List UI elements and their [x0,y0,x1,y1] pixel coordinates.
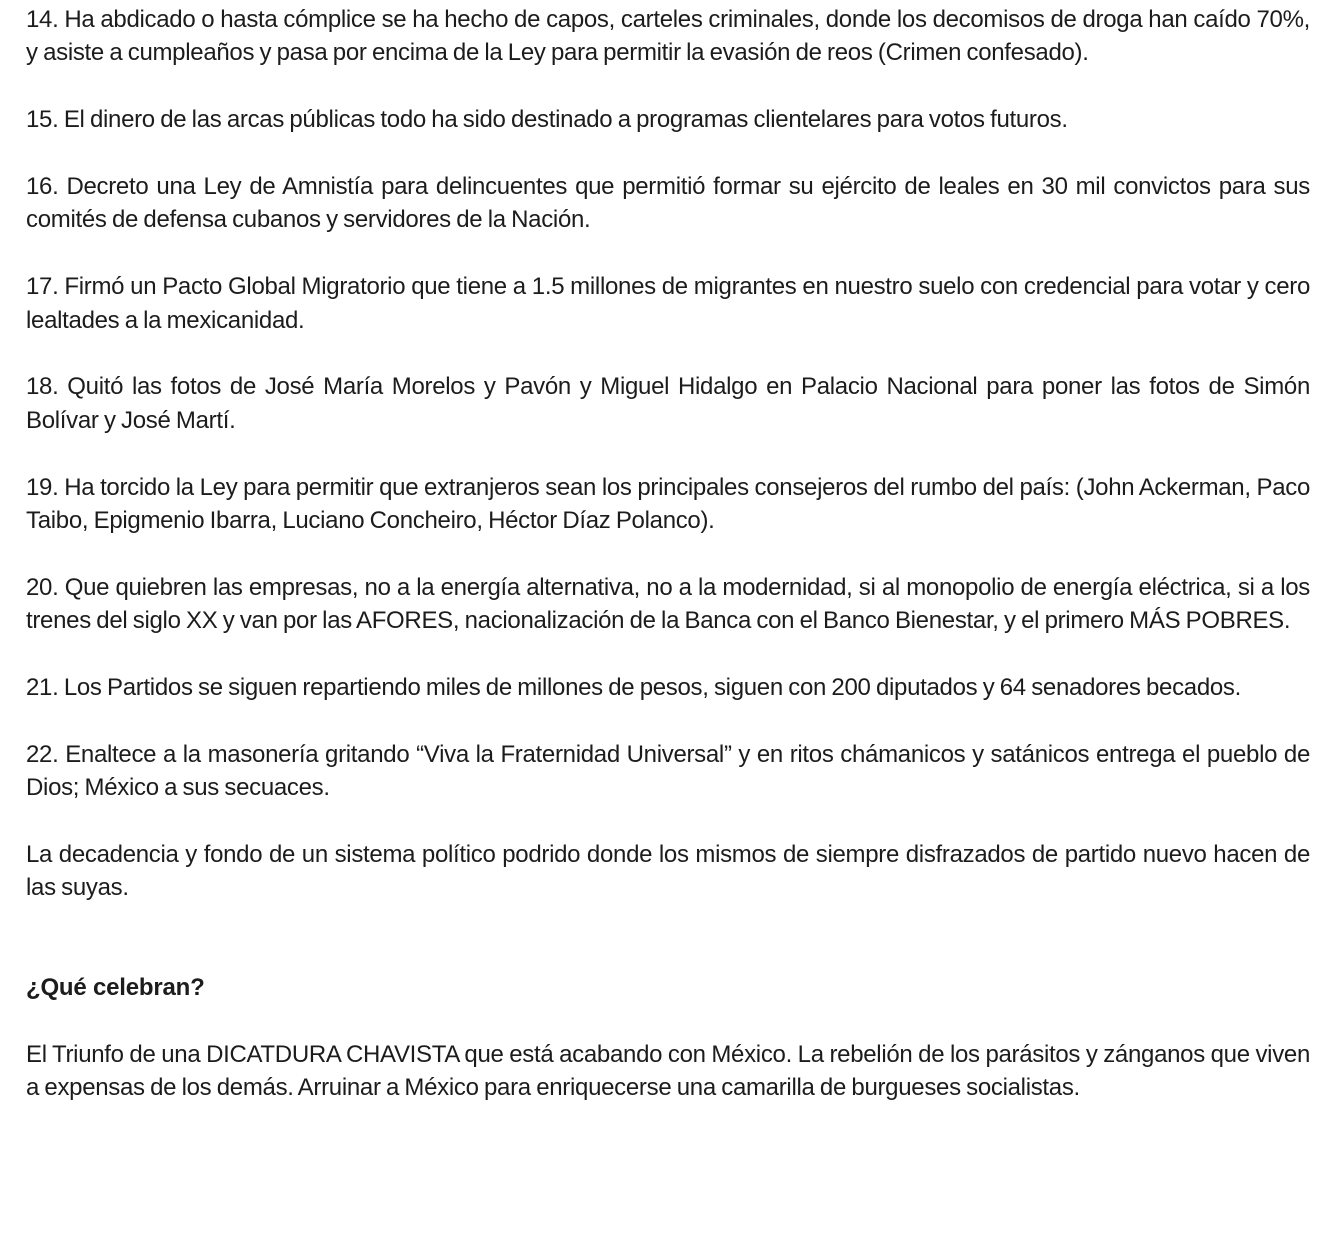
closing-paragraph: La decadencia y fondo de un sistema político podrido donde los mismos de siempre disfrazados de partido nuevo hacen de las suyas. [26,841,1310,902]
list-item-16: 16. Decreto una Ley de Amnistía para delincuentes que permitió formar su ejército de leales en 30 mil convictos para sus comités de defensa cubanos y servidores de la Nación. [26,173,1310,234]
list-item-19: 19. Ha torcido la Ley para permitir que extranjeros sean los principales consejeros del rumbo del país: (John Ackerman, Paco Taibo, Epigmenio Ibarra, Luciano Concheiro, Héctor Díaz Polanco). [26,473,1310,535]
list-item-14: 14. Ha abdicado o hasta cómplice se ha hecho de capos, carteles criminales, donde los decomisos de droga han caído 70%, y asiste a cumpleaños y pasa por encima de la Ley para permitir la evasión de reos (Crimen confesado). [26,6,1310,67]
final-paragraph: El Triunfo de una DICATDURA CHAVISTA que está acabando con México. La rebelión de los parásitos y zánganos que viven a expensas de los demás. Arruinar a México para enriquecerse una camarilla de burgueses socialistas. [26,1040,1310,1102]
list-item-20: 20. Que quiebren las empresas, no a la energía alternativa, no a la modernidad, si al monopolio de energía eléctrica, si a los trenes del siglo XX y van por las AFORES, nacionalización de la Banca con el Banco Bienestar, y el primero MÁS POBRES. [26,573,1310,635]
list-item-21: 21. Los Partidos se siguen repartiendo miles de millones de pesos, siguen con 200 diputados y 64 senadores becados. [26,674,1241,702]
document-body [26,3,1310,1138]
list-item-18: 18. Quitó las fotos de José María Morelos y Pavón y Miguel Hidalgo en Palacio Nacional para poner las fotos de Simón Bolívar y José Martí. [26,373,1310,434]
list-item-15: 15. El dinero de las arcas públicas todo ha sido destinado a programas clientelares para votos futuros. [26,106,1068,134]
section-heading: ¿Qué celebran? [26,973,205,1001]
list-item-17: 17. Firmó un Pacto Global Migratorio que tiene a 1.5 millones de migrantes en nuestro suelo con credencial para votar y cero lealtades a la mexicanidad. [26,273,1310,334]
list-item-22: 22. Enaltece a la masonería gritando “Viva la Fraternidad Universal” y en ritos chámanicos y satánicos entrega el pueblo de Dios; México a sus secuaces. [26,740,1310,802]
